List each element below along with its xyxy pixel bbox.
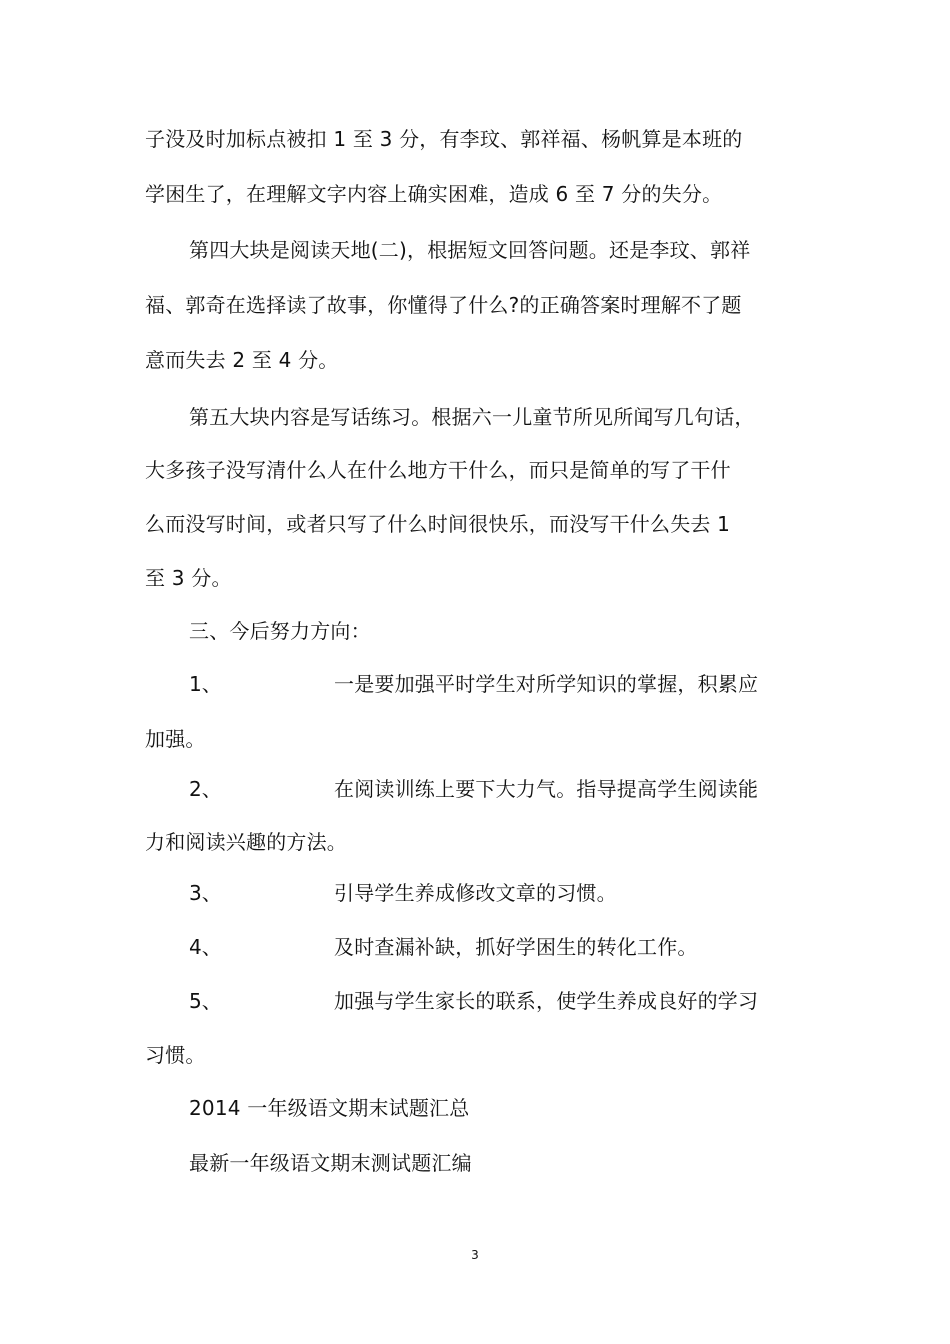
list-item-text: 引导学生养成修改文章的习惯。 [334, 881, 617, 905]
list-item-continuation: 加强。 [145, 727, 206, 751]
page-number: 3 [471, 1248, 479, 1262]
list-item-number: 3、 [189, 881, 222, 905]
paragraph-line: 么而没写时间，或者只写了什么时间很快乐，而没写干什么失去 1 [145, 512, 731, 536]
list-item-continuation: 习惯。 [145, 1043, 206, 1067]
list-item-text: 加强与学生家长的联系，使学生养成良好的学习 [334, 989, 759, 1013]
paragraph-line: 至 3 分。 [145, 566, 232, 590]
list-item-continuation: 力和阅读兴趣的方法。 [145, 830, 347, 854]
related-link[interactable]: 最新一年级语文期末测试题汇编 [189, 1151, 472, 1175]
list-item-text: 及时查漏补缺，抓好学困生的转化工作。 [334, 935, 698, 959]
paragraph-line: 福、郭奇在选择读了故事，你懂得了什么?的正确答案时理解不了题 [145, 293, 742, 317]
list-item-text: 一是要加强平时学生对所学知识的掌握，积累应 [334, 672, 759, 696]
list-item-number: 1、 [189, 672, 222, 696]
paragraph-line: 大多孩子没写清什么人在什么地方干什么，而只是简单的写了干什 [145, 458, 731, 482]
paragraph-line: 学困生了，在理解文字内容上确实困难，造成 6 至 7 分的失分。 [145, 182, 723, 206]
list-item-number: 4、 [189, 935, 222, 959]
list-item-number: 5、 [189, 989, 222, 1013]
paragraph-line: 意而失去 2 至 4 分。 [145, 348, 339, 372]
paragraph-line: 子没及时加标点被扣 1 至 3 分，有李玟、郭祥福、杨帆算是本班的 [145, 127, 743, 151]
related-link[interactable]: 2014 一年级语文期末试题汇总 [189, 1096, 470, 1120]
paragraph-line: 第五大块内容是写话练习。根据六一儿童节所见所闻写几句话， [189, 405, 755, 429]
paragraph-line: 第四大块是阅读天地(二)，根据短文回答问题。还是李玟、郭祥 [189, 238, 751, 262]
section-heading: 三、今后努力方向： [189, 619, 371, 643]
list-item-number: 2、 [189, 777, 222, 801]
list-item-text: 在阅读训练上要下大力气。指导提高学生阅读能 [334, 777, 759, 801]
